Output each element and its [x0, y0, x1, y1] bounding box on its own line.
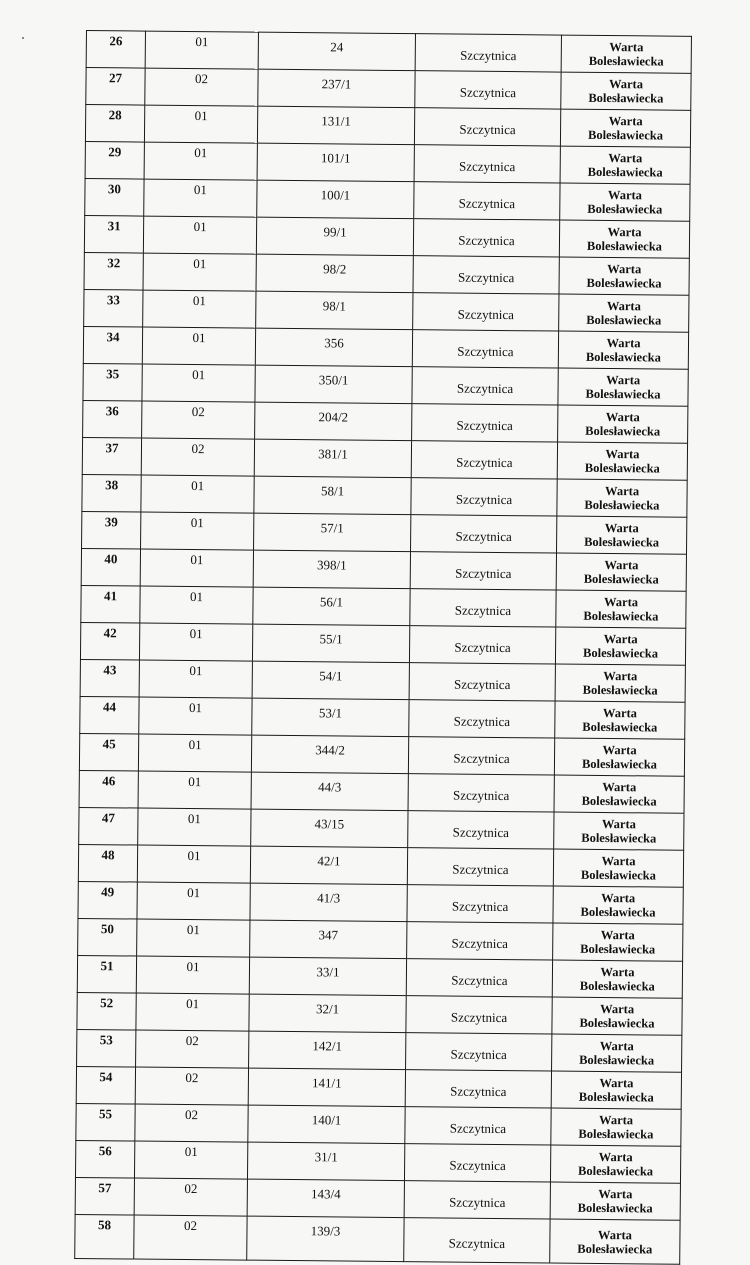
locality-cell: Szczytnica [410, 552, 556, 590]
municipality-cell [560, 183, 690, 221]
table-row [84, 215, 689, 258]
municipality-line-1: Warta [608, 77, 644, 92]
row-number-cell: 51 [77, 955, 136, 993]
locality-cell: Szczytnica [406, 1033, 552, 1071]
table-row [78, 881, 683, 924]
row-number-cell: 39 [82, 511, 141, 549]
municipality-line-2: Bolesławiecka [582, 645, 659, 661]
locality-cell: Szczytnica [406, 959, 552, 997]
parcel-number-cell: 344/2 [251, 735, 408, 774]
parcel-number-cell: 55/1 [252, 624, 409, 663]
table-row [80, 659, 685, 702]
scan-speck [22, 37, 24, 39]
locality-cell: Szczytnica [405, 1070, 551, 1108]
municipality-line-2: Bolesławiecka [586, 238, 663, 254]
locality-cell: Szczytnica [407, 922, 553, 960]
parcel-number-cell: 54/1 [252, 661, 409, 700]
parcel-number-cell: 58/1 [254, 476, 411, 515]
parcel-number-cell: 101/1 [257, 143, 414, 182]
municipality-cell [554, 812, 684, 850]
municipality-line-2: Bolesławiecka [578, 1163, 654, 1179]
municipality-line-2: Bolesławiecka [584, 534, 660, 550]
table-row [76, 1066, 681, 1109]
parcel-number-cell: 131/1 [257, 106, 414, 145]
municipality-line-1: Warta [606, 336, 641, 351]
row-number-cell: 56 [75, 1140, 134, 1178]
municipality-line-2: Bolesławiecka [580, 941, 656, 957]
municipality-line-1: Warta [602, 742, 637, 758]
municipality-cell [556, 553, 686, 591]
table-row [75, 1214, 680, 1264]
municipality-line-2: Bolesławiecka [579, 1015, 655, 1031]
table-row [81, 585, 686, 628]
row-number-cell: 45 [79, 733, 138, 771]
row-number-cell: 58 [75, 1214, 134, 1259]
municipality-line-2: Bolesławiecka [586, 312, 662, 328]
municipality-line-1: Warta [607, 225, 642, 240]
parcel-number-cell: 204/2 [255, 402, 412, 441]
precinct-cell: 01 [144, 179, 257, 217]
parcel-number-cell: 44/3 [251, 772, 408, 811]
parcel-number-cell: 98/1 [256, 291, 413, 330]
parcel-number-cell: 347 [250, 920, 407, 959]
precinct-cell: 01 [141, 475, 254, 513]
precinct-cell: 02 [135, 1067, 248, 1105]
municipality-line-2: Bolesławiecka [580, 867, 656, 883]
municipality-line-2: Bolesławiecka [584, 460, 660, 476]
municipality-line-2: Bolesławiecka [578, 1126, 654, 1142]
precinct-cell: 01 [143, 216, 256, 254]
parcel-number-cell: 139/3 [247, 1216, 404, 1262]
row-number-cell: 49 [78, 881, 137, 919]
precinct-cell: 01 [137, 919, 250, 957]
locality-cell: Szczytnica [412, 330, 558, 368]
municipality-line-1: Warta [606, 373, 641, 388]
table-row [83, 363, 688, 406]
row-number-cell: 31 [84, 215, 143, 253]
row-number-cell: 53 [77, 1029, 136, 1067]
locality-cell: Szczytnica [409, 700, 555, 738]
parcel-number-cell: 143/4 [247, 1179, 404, 1218]
municipality-line-1: Warta [599, 1075, 634, 1091]
row-number-cell: 44 [80, 696, 139, 734]
row-number-cell: 52 [77, 992, 136, 1030]
municipality-cell [558, 405, 688, 443]
municipality-line-2: Bolesławiecka [579, 978, 655, 994]
locality-cell: Szczytnica [413, 293, 559, 331]
parcel-number-cell: 141/1 [248, 1068, 405, 1107]
municipality-line-1: Warta [608, 151, 643, 166]
precinct-cell: 01 [144, 142, 257, 180]
parcel-number-cell: 24 [258, 32, 415, 71]
precinct-cell: 01 [138, 734, 251, 772]
row-number-cell: 34 [83, 326, 142, 364]
locality-cell: Szczytnica [414, 108, 560, 146]
locality-cell: Szczytnica [409, 663, 555, 701]
municipality-cell [555, 701, 685, 739]
municipality-cell [557, 516, 687, 554]
row-number-cell: 35 [83, 363, 142, 401]
municipality-cell [552, 997, 682, 1035]
municipality-cell [558, 331, 688, 369]
municipality-cell [550, 1182, 680, 1220]
row-number-cell: 33 [84, 289, 143, 327]
municipality-cell [559, 294, 689, 332]
municipality-line-1: Warta [597, 1227, 633, 1242]
municipality-line-1: Warta [600, 964, 635, 980]
locality-cell: Szczytnica [415, 71, 561, 109]
row-number-cell: 48 [78, 844, 137, 882]
locality-cell: Szczytnica [405, 1107, 551, 1145]
municipality-line-1: Warta [605, 484, 640, 499]
locality-cell: Szczytnica [412, 404, 558, 442]
precinct-cell: 01 [136, 993, 249, 1031]
municipality-line-2: Bolesławiecka [578, 1089, 654, 1105]
row-number-cell: 26 [86, 31, 145, 69]
row-number-cell: 28 [85, 105, 144, 143]
precinct-cell: 02 [134, 1215, 247, 1260]
municipality-line-1: Warta [603, 668, 638, 684]
municipality-cell [552, 1034, 682, 1072]
table-row [82, 437, 687, 480]
precinct-cell: 01 [142, 364, 255, 402]
municipality-line-2: Bolesławiecka [580, 904, 656, 920]
precinct-cell: 01 [137, 845, 250, 883]
parcel-number-cell: 31/1 [247, 1142, 404, 1181]
municipality-line-1: Warta [600, 1001, 635, 1017]
precinct-cell: 01 [140, 586, 253, 624]
municipality-line-2: Bolesławiecka [585, 386, 661, 402]
municipality-cell [554, 775, 684, 813]
municipality-line-2: Bolesławiecka [577, 1200, 653, 1216]
municipality-cell [560, 109, 690, 147]
municipality-cell [557, 479, 687, 517]
row-number-cell: 38 [82, 474, 141, 512]
precinct-cell: 01 [137, 882, 250, 920]
precinct-cell: 02 [135, 1104, 248, 1142]
row-number-cell: 55 [76, 1103, 135, 1141]
table-row [75, 1177, 680, 1220]
table-row [78, 844, 683, 887]
municipality-line-2: Bolesławiecka [582, 719, 658, 735]
locality-cell: Szczytnica [414, 182, 560, 220]
precinct-cell: 02 [145, 68, 258, 106]
precinct-cell: 01 [144, 105, 257, 143]
table-row [79, 733, 684, 776]
municipality-line-1: Warta [605, 447, 640, 462]
parcel-number-cell: 99/1 [256, 217, 413, 256]
table-row [84, 252, 689, 295]
table-row [81, 548, 686, 591]
locality-cell: Szczytnica [404, 1218, 550, 1263]
table-row [80, 622, 685, 665]
municipality-line-2: Bolesławiecka [588, 53, 664, 69]
table-row [82, 474, 687, 517]
row-number-cell: 42 [80, 622, 139, 660]
row-number-cell: 37 [82, 437, 141, 475]
municipality-cell [555, 664, 685, 702]
locality-cell: Szczytnica [411, 515, 557, 553]
table-row [77, 1029, 682, 1072]
parcel-table-body [75, 31, 692, 1265]
municipality-cell [553, 886, 683, 924]
municipality-line-1: Warta [603, 594, 639, 610]
municipality-line-1: Warta [608, 114, 643, 129]
municipality-cell [550, 1145, 680, 1183]
locality-cell: Szczytnica [413, 256, 559, 294]
municipality-line-1: Warta [607, 188, 643, 203]
row-number-cell: 54 [76, 1066, 135, 1104]
table-row [79, 807, 684, 850]
row-number-cell: 47 [79, 807, 138, 845]
municipality-line-1: Warta [606, 299, 641, 314]
row-number-cell: 43 [80, 659, 139, 697]
row-number-cell: 32 [84, 252, 143, 290]
table-row [82, 511, 687, 554]
municipality-line-2: Bolesławiecka [577, 1241, 653, 1256]
municipality-line-1: Warta [601, 853, 636, 869]
municipality-line-2: Bolesławiecka [581, 756, 658, 772]
municipality-line-2: Bolesławiecka [579, 1052, 655, 1068]
municipality-cell [561, 72, 691, 110]
parcel-number-cell: 32/1 [249, 994, 406, 1033]
municipality-line-1: Warta [609, 40, 644, 55]
parcel-number-cell: 98/2 [256, 254, 413, 293]
locality-cell: Szczytnica [410, 589, 556, 627]
municipality-line-2: Bolesławiecka [586, 275, 662, 291]
locality-cell: Szczytnica [413, 219, 559, 257]
parcel-number-cell: 398/1 [253, 550, 410, 589]
municipality-line-1: Warta [599, 1038, 634, 1054]
municipality-cell [551, 1071, 681, 1109]
parcel-number-cell: 41/3 [250, 883, 407, 922]
municipality-line-2: Bolesławiecka [587, 127, 664, 143]
precinct-cell: 02 [136, 1030, 249, 1068]
table-row [85, 141, 690, 184]
parcel-number-cell: 57/1 [254, 513, 411, 552]
precinct-cell: 02 [142, 401, 255, 439]
locality-cell: Szczytnica [411, 441, 557, 479]
municipality-line-2: Bolesławiecka [584, 497, 660, 513]
municipality-line-1: Warta [602, 705, 638, 721]
table-row [83, 326, 688, 369]
locality-cell: Szczytnica [404, 1181, 550, 1219]
municipality-line-2: Bolesławiecka [587, 164, 663, 180]
table-row [77, 955, 682, 998]
parcel-number-cell: 100/1 [257, 180, 414, 219]
precinct-cell: 01 [139, 697, 252, 735]
precinct-cell: 01 [134, 1141, 247, 1179]
municipality-line-2: Bolesławiecka [583, 571, 659, 587]
locality-cell: Szczytnica [406, 996, 552, 1034]
precinct-cell: 01 [139, 623, 252, 661]
municipality-line-1: Warta [607, 262, 642, 277]
precinct-cell: 01 [143, 253, 256, 291]
parcel-table [74, 30, 692, 1265]
locality-cell: Szczytnica [407, 848, 553, 886]
table-row [79, 770, 684, 813]
precinct-cell: 01 [138, 771, 251, 809]
row-number-cell: 36 [83, 400, 142, 438]
row-number-cell: 29 [85, 141, 144, 179]
municipality-line-2: Bolesławiecka [585, 423, 661, 439]
row-number-cell: 30 [85, 178, 144, 216]
precinct-cell: 02 [141, 438, 254, 476]
municipality-line-2: Bolesławiecka [588, 90, 664, 106]
precinct-cell: 01 [138, 808, 251, 846]
row-number-cell: 46 [79, 770, 138, 808]
municipality-cell [550, 1219, 680, 1264]
municipality-line-2: Bolesławiecka [581, 793, 657, 809]
municipality-cell [559, 257, 689, 295]
precinct-cell: 01 [142, 327, 255, 365]
municipality-cell [556, 590, 686, 628]
locality-cell: Szczytnica [411, 478, 557, 516]
row-number-cell: 57 [75, 1177, 134, 1215]
parcel-number-cell: 42/1 [250, 846, 407, 885]
table-row [84, 289, 689, 332]
locality-cell: Szczytnica [412, 367, 558, 405]
municipality-line-1: Warta [605, 410, 640, 425]
municipality-cell [551, 1108, 681, 1146]
parcel-number-cell: 142/1 [249, 1031, 406, 1070]
precinct-cell: 01 [136, 956, 249, 994]
table-row [80, 696, 685, 739]
precinct-cell: 01 [143, 290, 256, 328]
locality-cell: Szczytnica [407, 885, 553, 923]
municipality-line-1: Warta [602, 779, 637, 795]
municipality-cell [553, 849, 683, 887]
municipality-line-2: Bolesławiecka [583, 608, 659, 624]
parcel-number-cell: 53/1 [252, 698, 409, 737]
municipality-line-1: Warta [604, 521, 639, 536]
precinct-cell: 01 [145, 31, 258, 69]
municipality-line-1: Warta [601, 816, 636, 832]
municipality-cell [552, 960, 682, 998]
municipality-cell [555, 627, 685, 665]
locality-cell: Szczytnica [409, 626, 555, 664]
locality-cell: Szczytnica [404, 1144, 550, 1182]
municipality-line-1: Warta [604, 558, 639, 573]
parcel-table-wrapper [74, 30, 686, 1265]
municipality-cell [560, 146, 690, 184]
precinct-cell: 01 [139, 660, 252, 698]
municipality-line-1: Warta [598, 1149, 633, 1165]
municipality-line-2: Bolesławiecka [582, 682, 658, 698]
table-row [85, 105, 690, 148]
table-row [86, 68, 691, 111]
municipality-cell [557, 442, 687, 480]
parcel-number-cell: 237/1 [258, 69, 415, 108]
municipality-line-1: Warta [601, 890, 636, 906]
municipality-cell [553, 923, 683, 961]
municipality-line-2: Bolesławiecka [587, 201, 663, 217]
municipality-line-1: Warta [600, 927, 635, 943]
municipality-line-2: Bolesławiecka [585, 349, 661, 365]
locality-cell: Szczytnica [408, 737, 554, 775]
precinct-cell: 01 [141, 512, 254, 550]
table-row [78, 918, 683, 961]
table-row [75, 1140, 680, 1183]
municipality-cell [559, 220, 689, 258]
parcel-number-cell: 56/1 [253, 587, 410, 626]
row-number-cell: 40 [81, 548, 140, 586]
locality-cell: Szczytnica [408, 811, 554, 849]
locality-cell: Szczytnica [415, 34, 561, 72]
locality-cell: Szczytnica [408, 774, 554, 812]
parcel-number-cell: 350/1 [255, 365, 412, 404]
municipality-cell [554, 738, 684, 776]
municipality-line-1: Warta [598, 1112, 634, 1128]
parcel-number-cell: 381/1 [254, 439, 411, 478]
row-number-cell: 50 [78, 918, 137, 956]
precinct-cell: 02 [134, 1178, 247, 1216]
precinct-cell: 01 [140, 549, 253, 587]
municipality-cell [561, 35, 691, 73]
parcel-number-cell: 140/1 [248, 1105, 405, 1144]
parcel-number-cell: 43/15 [251, 809, 408, 848]
locality-cell: Szczytnica [414, 145, 560, 183]
municipality-line-1: Warta [598, 1186, 633, 1202]
table-row [83, 400, 688, 443]
table-row [76, 1103, 681, 1146]
row-number-cell: 41 [81, 585, 140, 623]
table-row [77, 992, 682, 1035]
municipality-cell [558, 368, 688, 406]
row-number-cell: 27 [86, 68, 145, 106]
municipality-line-1: Warta [603, 631, 638, 647]
municipality-line-2: Bolesławiecka [581, 830, 657, 846]
parcel-number-cell: 356 [255, 328, 412, 367]
table-row [85, 178, 690, 221]
table-row [86, 31, 691, 74]
parcel-number-cell: 33/1 [249, 957, 406, 996]
